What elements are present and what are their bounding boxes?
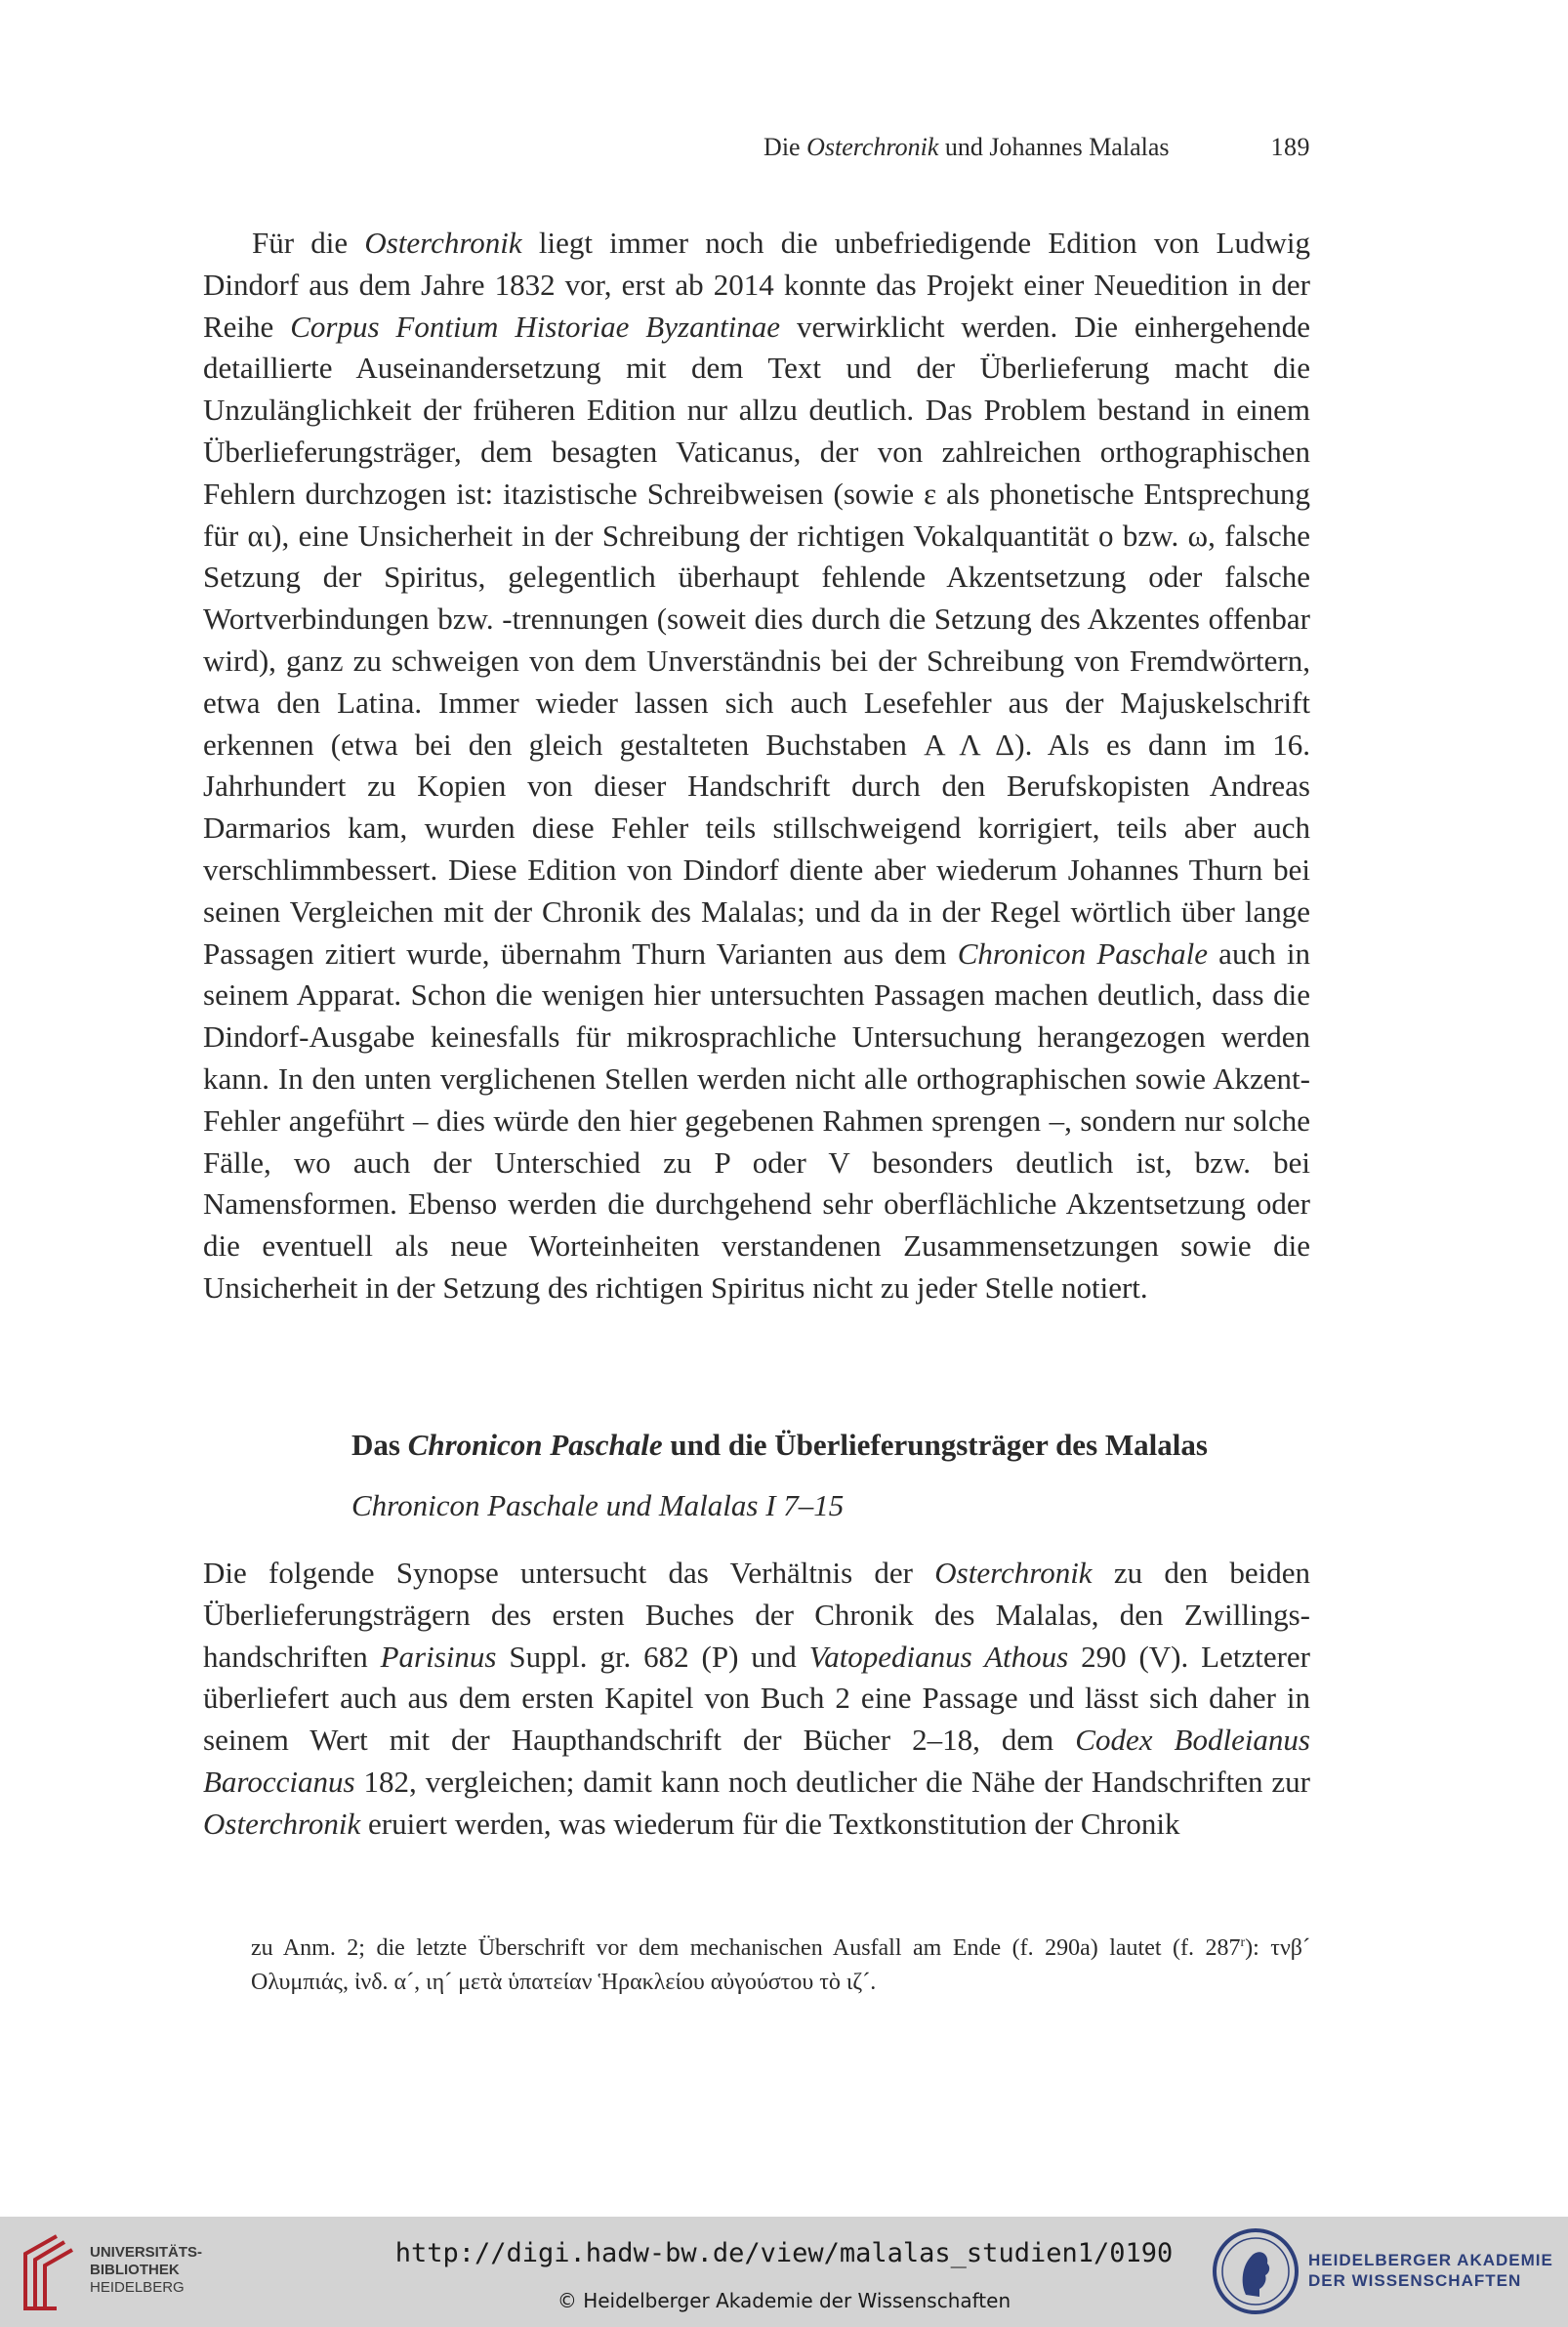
text-run: verwirklicht werden. Die einhergehende detaillierte Auseinandersetzung mit dem Text und der Überlieferung macht die Unzulänglichkeit der früheren Edition nur allzu deutlich. Das Problem bestand in einem Überlieferungsträger, dem besagten Vaticanus, der von zahlreichen orthographischen Fehlern durchzogen ist: itazistische Schreibweisen (sowie ε als phonetische Entsprechung für αι), eine Unsicherheit in der Schreibung der richtigen Vokalquantität ο bzw. ω, falsche Setzung der Spiritus, gelegentlich überhaupt fehlende Akzentsetzung oder falsche Wortverbindungen bzw. -trennungen (soweit dies durch die Setzung des Akzentes offenbar wird), ganz zu schweigen von dem Unverständnis bei der Schreibung von Fremdwörtern, etwa den Latina. Immer wieder lassen sich auch Lesefehler aus der Majuskelschrift erkennen (etwa bei den gleich gestalteten Buchstaben Α Λ Δ). Als es dann im 16. Jahrhundert zu Kopien von dieser Handschrift durch den Berufskopisten Andreas Darmarios kam, wurden diese Fehler teils stillschweigend korrigiert, teils aber auch verschlimmbessert. Diese Edition von Dindorf diente aber wiederum Johannes Thurn bei seinen Vergleichen mit der Chronik des Malalas; und da in der Regel wörtlich über lange Passagen zitiert wurde, übernahm Thurn Varianten aus dem (203, 309, 1310, 971)
running-head (203, 133, 1310, 162)
paragraph-2 (203, 1553, 1310, 1846)
academy-seal-icon (1211, 2226, 1300, 2316)
text-run: 182, vergleichen; damit kann noch deutlicher die Nähe der Handschriften zur (354, 1764, 1310, 1799)
paragraph-1-text (203, 223, 1310, 1309)
text-run: Suppl. gr. 682 (P) und (496, 1639, 809, 1674)
section-subheading: Chronicon Paschale und Malalas I 7–15 (351, 1488, 845, 1522)
text-run: auch in seinem Apparat. Schon die wenigen hier untersuchten Passagen machen deutlich, dass die Dindorf-Ausgabe keinesfalls für mikrosprachliche Untersuchung herangezogen werden kann. In den unten verglichenen Stellen werden nicht alle orthographischen sowie Akzent-Fehler angeführt – dies würde den hier gegebenen Rahmen sprengen –, sondern nur solche Fälle, wo auch der Unterschied zu P oder V besonders deutlich ist, bzw. bei Namensformen. Ebenso werden die durchgehend sehr oberflächliche Akzentsetzung oder die eventuell als neue Worteinheiten verstandenen Zusammensetzungen sowie die Unsicherheit in der Setzung des richtigen Spiritus nicht zu jeder Stelle notiert. (203, 935, 1311, 1305)
text-run: liegt immer noch die unbefriedigende Edition von Ludwig Dindorf aus dem Jahre 1832 vor, erst ab 2014 konnte das Projekt einer Neuedition in der Reihe (203, 226, 1310, 344)
text-run: Vatopedianus Athous (808, 1639, 1069, 1674)
academy-name: HEIDELBERGER AKADEMIE DER WISSENSCHAFTEN (1308, 2251, 1553, 2290)
text-run: zu den beiden Überlieferungsträgern des ersten Buches der Chronik des Malalas, den Zwillingshandschriften (203, 1556, 1311, 1674)
section-heading: Das Chronicon Paschale und die Überlieferungsträger des Malalas (351, 1428, 1208, 1462)
text-run: 290 (V). Letzterer überliefert auch aus dem ersten Kapitel von Buch 2 eine Passage und lässt sich daher in seinem Wert mit der Haupthandschrift der Bücher 2–18, dem (203, 1639, 1310, 1758)
library-name: UNIVERSITÄTS- BIBLIOTHEK HEIDELBERG (90, 2244, 203, 2296)
text-run: Codex Bodleianus Baroccianus (203, 1723, 1311, 1799)
text-run: Osterchronik (364, 226, 522, 260)
text-run: Osterchronik (934, 1556, 1093, 1590)
running-head-title: Die Osterchronik und Johannes Malalas (763, 133, 1170, 161)
text-run: Chronicon Paschale (957, 935, 1208, 971)
page-number: 189 (1270, 133, 1310, 161)
source-url-link[interactable]: http://digi.hadw-bw.de/view/malalas_studien1/0190 (394, 2238, 1174, 2268)
text-run: Die folgende Synopse untersucht das Verhältnis der (203, 1556, 935, 1590)
text-run: Für die (252, 226, 365, 260)
copyright-notice: © Heidelberger Akademie der Wissenschaften (557, 2289, 1011, 2312)
text-run: Osterchronik (203, 1806, 361, 1841)
text-run: eruiert werden, was wiederum für die Textkonstitution der Chronik (360, 1806, 1180, 1841)
footer-bar (0, 2217, 1568, 2327)
footnote: zu Anm. 2; die letzte Überschrift vor dem mechanischen Ausfall am Ende (f. 290a) lautet (f. 287$^r$): τνβ´ Ολυμπιάς, ἰνδ. α´, ιη´ μετὰ ὑπατείαν Ἡρακλείου αὐγούστου τὸ ιζ´. (251, 1935, 1311, 1995)
text-run: Corpus Fontium Historiae Byzantinae (290, 309, 781, 344)
paragraph-2-text (203, 1553, 1310, 1846)
text-run: Parisinus (380, 1639, 497, 1674)
paragraph-1 (203, 223, 1310, 1309)
